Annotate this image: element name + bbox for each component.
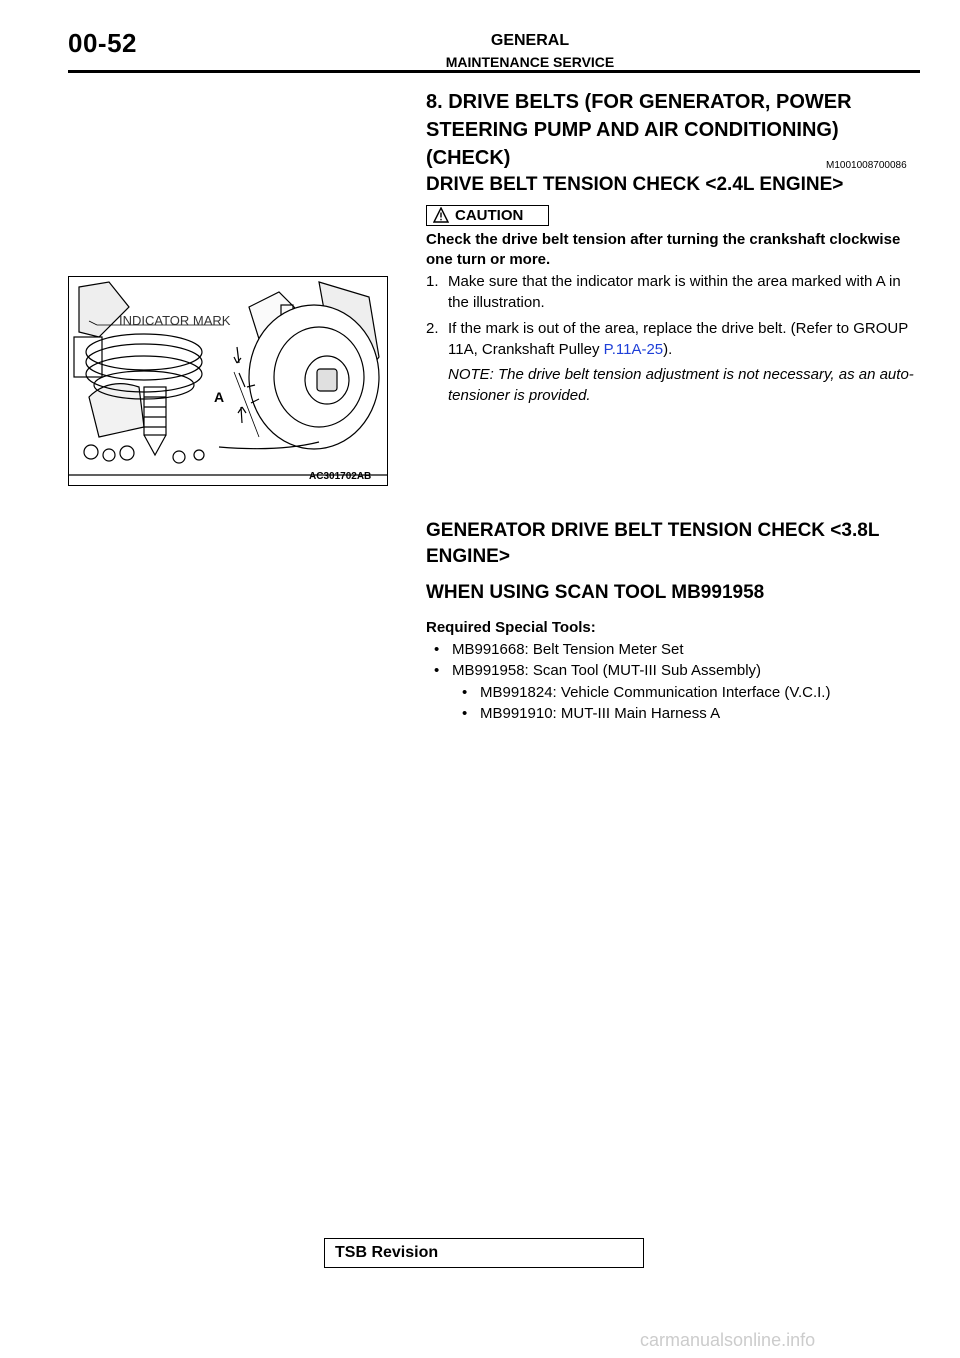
step-text [426,318,916,360]
tool-subitem: • MB991824: Vehicle Communication Interface (V.C.I.) [480,682,830,703]
note-text: NOTE: The drive belt tension adjustment is not necessary, as an auto-tensioner is provided. [448,366,914,404]
scan-tool-heading: WHEN USING SCAN TOOL MB991958 [426,582,765,603]
engine-illustration-drawing [69,277,388,486]
tsb-revision-label: TSB Revision [335,1244,439,1261]
step-number: 2. [426,320,439,337]
procedure-heading: 8. DRIVE BELTS (FOR GENERATOR, POWER STEERING PUMP AND AIR CONDITIONING) (CHECK) [426,91,852,169]
figure-code: AC301702AB [309,471,372,482]
procedure-code: M1001008700086 [826,160,907,171]
page-number: 00-52 [68,28,137,58]
step-text-after: ). [663,341,673,358]
section-title: GENERAL [490,32,570,49]
step-text-before: If the mark is out of the area, replace the drive belt. (Refer to GROUP 11A, Crankshaft Pulley [448,320,908,358]
step-1 [426,271,916,313]
tool-subitem: • MB991910: MUT-III Main Harness A [480,703,720,724]
section-heading-3-8l: GENERATOR DRIVE BELT TENSION CHECK <3.8L ENGINE> [426,520,880,567]
tsb-revision-box [324,1238,644,1268]
warning-triangle-icon [433,207,449,223]
header-rule [68,70,920,73]
watermark: carmanualsonline.info [640,1330,816,1350]
area-a-label: A [214,389,225,405]
tensioner-illustration [68,276,388,486]
tool-item: • MB991668: Belt Tension Meter Set [452,639,684,660]
tool-item: • MB991958: Scan Tool (MUT-III Sub Assembly) [452,660,761,681]
step-number: 1. [426,273,439,290]
section-subtitle: MAINTENANCE SERVICE [445,54,615,70]
caution-box [426,205,549,226]
indicator-mark-label: INDICATOR MARK [119,313,231,328]
reference-link[interactable]: P.11A-25 [603,341,664,358]
section-heading-2-4l: DRIVE BELT TENSION CHECK <2.4L ENGINE> [426,174,844,195]
step-text: Make sure that the indicator mark is within the area marked with A in the illustration. [448,273,901,311]
step-2 [426,318,916,360]
required-tools-title: Required Special Tools: [426,619,596,636]
caution-label: CAUTION [455,207,524,224]
caution-text: Check the drive belt tension after turning the crankshaft clockwise one turn or more. [426,231,901,268]
